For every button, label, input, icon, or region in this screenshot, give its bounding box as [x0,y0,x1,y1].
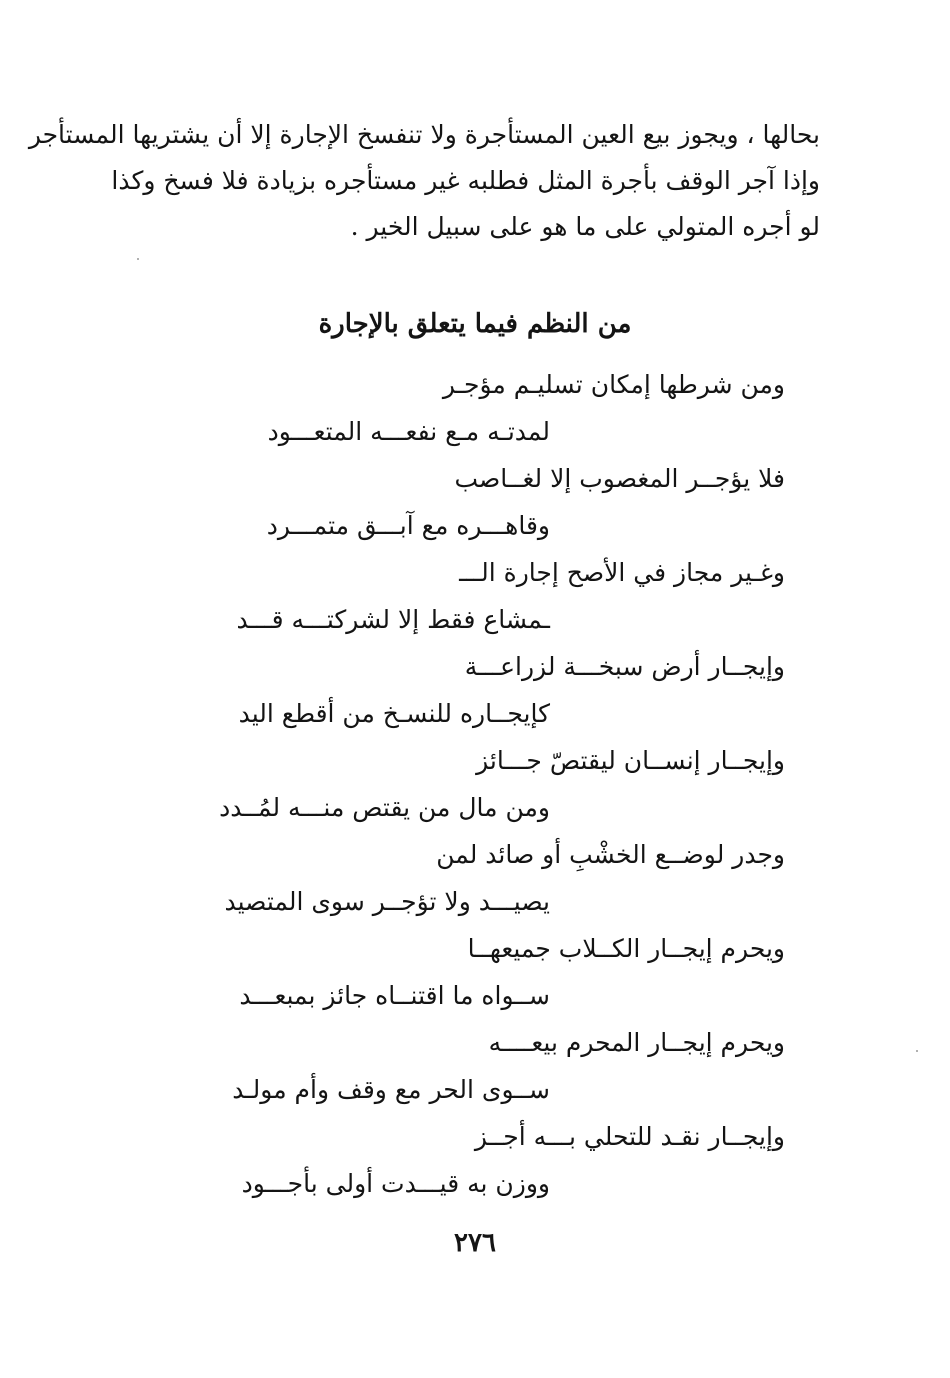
prose-line: بحالها ، ويجوز بيع العين المستأجرة ولا تنفسخ الإجارة إلا أن يشتريها المستأجر [28,120,820,149]
poem-hemistich: وإيجــار أرض سبخـــة لزراعـــة [464,652,785,681]
poem-hemistich: يصيـــد ولا تؤجــر سوى المتصيد [224,887,550,916]
poem-hemistich: لمدتـه مـع نفعـــه المتعـــود [267,417,550,446]
poem-hemistich: ـمشاع فقط إلا لشركتـــه قـــد [236,605,550,634]
poem-hemistich: ويحرم إيجــار المحرم بيعــــه [488,1028,785,1057]
poem-hemistich: ومن شرطها إمكان تسليـم مؤجـر [442,370,785,399]
poem-hemistich: فلا يؤجــر المغصوب إلا لغــاصب [454,464,785,493]
poem-hemistich: كإيجــاره للنسـخ من أقطع اليد [238,699,550,728]
poem-hemistich: وجدر لوضــع الخشْبِ أو صائد لمن [436,840,785,869]
poem-hemistich: ســواه ما اقتنــاه جائز بمبعـــد [239,981,550,1010]
poem-hemistich: وإيجــار إنســان ليقتصّ جـــائز [476,746,785,775]
poem-hemistich: ســوى الحر مع وقف وأم مولـد [232,1075,550,1104]
poem-hemistich: وغـير مجاز في الأصح إجارة الـــ [459,558,785,587]
poem-hemistich: ووزن به قيـــدت أولى بأجـــود [241,1169,550,1198]
poem-hemistich: ويحرم إيجــار الكــلاب جميعهــا [467,934,785,963]
section-heading: من النظم فيما يتعلق بالإجارة [318,309,632,339]
poem-hemistich: وقاهـــره مع آبـــق متمـــرد [266,511,550,540]
scan-speck [137,258,139,260]
poem-hemistich: ومن مال من يقتص منـــه لمُــدد [219,793,550,822]
poem-hemistich: وإيجــار نقـد للتحلي بـــه أجــز [474,1122,785,1151]
scan-speck [916,1050,918,1052]
prose-paragraph [28,112,820,250]
prose-line: وإذا آجر الوقف بأجرة المثل فطلبه غير مستأجره بزيادة فلا فسخ وكذا [111,166,820,195]
prose-line: لو أجره المتولي على ما هو على سبيل الخير . [350,212,820,241]
page-number: ٢٧٦ [454,1228,496,1258]
